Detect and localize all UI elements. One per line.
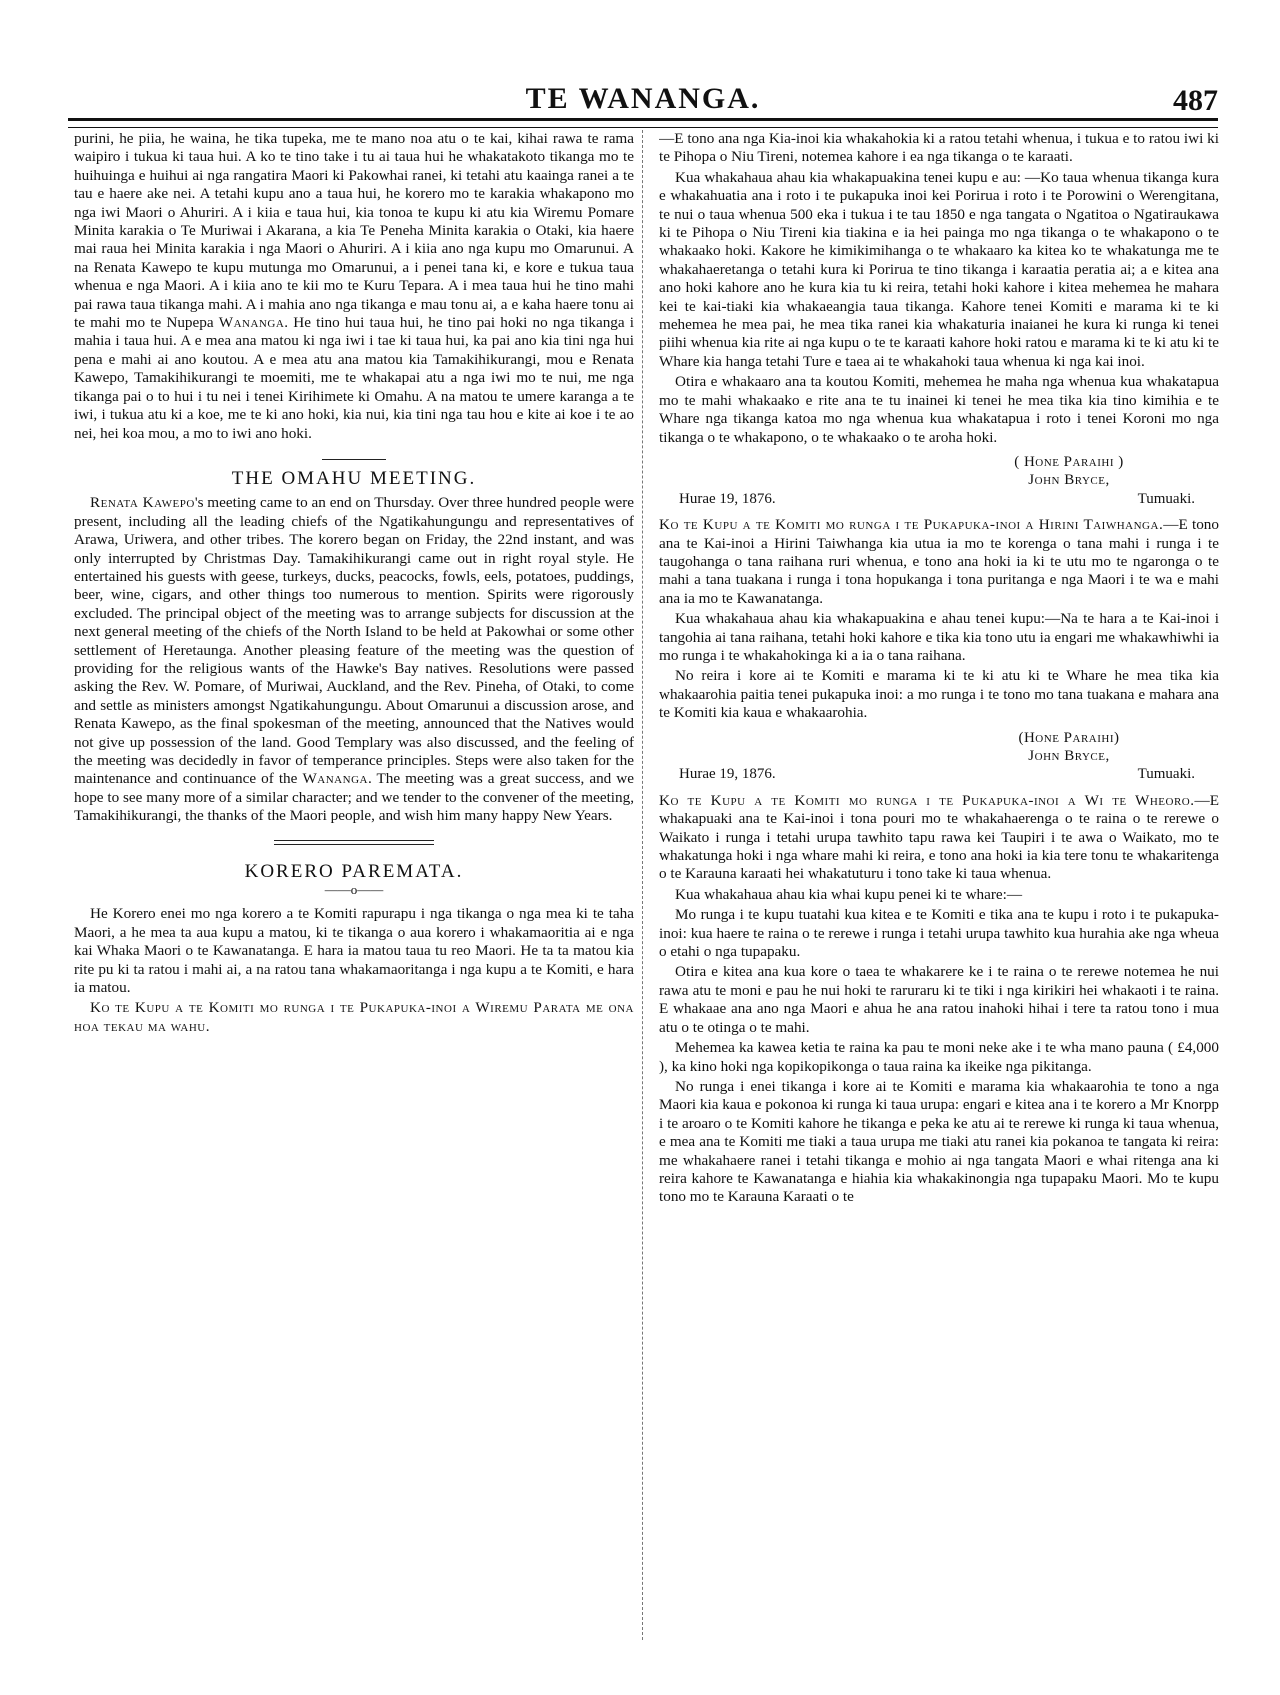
masthead <box>68 82 1218 116</box>
committee-conclusion-paragraph: No runga i enei tikanga i kore ai te Komiti e marama kia whakaarohia te tono a nga Maori kia kaua e pokonoa ki runga ki taua urupa: engari e kitea ana i te korero a Mr Knorpp i te aroaro o te Komiti kahore he tikanga e peka ke atu ai te rerewe ki runga ki taua whenua, e mea ana te Komiti me tiaki a taua urupa me tiaki atu ranei kia pokanoa te tangata ki reira: me whakahaere ranei i tetahi tikanga e mohio ai nga tangata Maori e whai ritenga ana ki reira kahore te Kawanatanga e hiahia kia whakakinongia nga tupapaku Maori. Mo te kupu tono mo te Karauna Karaati o te <box>659 1077 1219 1206</box>
railway-cost-paragraph: Otira e kitea ana kua kore o taea te whakarere ke i te raina o te rerewe notemea he nui rawa atu te moni e pau he nui hoki te raruraru ki te tiki i nga kirikiri hei whakaoti i te raina. E whakaae ana ano nga Maori e ahua he ana ratou inahoki hihai i tere ta ratou tono i mua atu o te otinga o te mahi. <box>659 963 1219 1036</box>
omahu-meeting-paragraph <box>74 494 634 825</box>
porirua-land-paragraph: Kua whakahaua ahau kia whakapuakina tenei kupu e au: —Ko taua whenua tikanga kura e whakahuatia ana i roto i te pukapuka inoi kei Porirua i roto i te Porowini o Werengitana, te nui o taua whenua 500 eka i tukua i te tau 1850 e nga tangata o Ngatitoa o Ngatiraukawa ki te Pihopa o Niu Tireni kia tiakina e ia hei painga mo nga tikanga o te whakapono o te whakaako hoki. Kakore he kimikimihanga o te whakaaro ka kitea ko te whakatunga me te whakahaeretanga o tetahi kura ki Porirua te tino tikanga i karaatia peratia ai; a e kitea ana ano hoki kahore ano he kura kia tu ki reira, tetahi hoki kahore i kitea mehemea he mahara kei te kai-tiaki kia whakaeangia taua tikanga. Kahore tenei Komiti e marama ki te ki mehemea he mea pai, he mea tika ranei kia whakaturia inaianei he kura ki runga ki tenei piihi whenua kia rite ai nga kupu o te te karaati kahore hoki ratou e marama ki te ki atu ki te Whare kia hanga tetahi Ture e taea ai te whakahoki taua whenua ki nga kai inoi. <box>659 168 1219 370</box>
paper-name: Wananga <box>302 770 368 788</box>
ornament-divider: ——o—— <box>324 882 384 898</box>
header-rule <box>68 118 1218 128</box>
signature-role: Tumuaki. <box>1137 766 1195 783</box>
page-number: 487 <box>1173 84 1218 117</box>
korero-intro-paragraph: He Korero enei mo nga korero a te Komiti rapurapu i nga tikanga o nga mea ki te taha Maori, a he mea ta aua kupu a matou, ki te tikanga o aua korero i whakamaoritia ai e nga kai Whaka Maori o te Kawanatanga. E hara ia matou taua tu reo Maori. He ta ta matou kia rite pu ki ta ratou i mahi ai, a na ratou tana whakamaoritanga i nga kupu a te Komiti, e hara ia matou. <box>74 905 634 997</box>
section-rule <box>322 459 386 460</box>
signature-maori-name: (Hone Paraihi) <box>1018 729 1120 746</box>
signature-role: Tumuaki. <box>1137 490 1195 507</box>
instruction-paragraph: Kua whakahaua ahau kia whai kupu penei ki te whare:— <box>675 885 1023 903</box>
hirini-taiwhanga-paragraph <box>659 516 1219 608</box>
newspaper-title: TE WANANGA. <box>525 82 761 115</box>
renata-kawepo-name: Renata Kawepo <box>90 494 195 512</box>
committee-opinion-paragraph: No reira i kore ai te Komiti e marama ki te ki atu ki te Whare he mea tika kia whakaarohia paitia tenei pukapuka inoi: a mo runga i te tono mo tana tuakana e mahara ana te Komiti kia kaua e whakaarohia. <box>659 667 1219 722</box>
signature-name: John Bryce, <box>1028 748 1110 764</box>
left-column <box>74 130 634 1645</box>
wi-te-wheoro-heading: Ko te Kupu a te Komiti mo runga i te Pukapuka-inoi a Wi te Wheoro. <box>659 791 1195 809</box>
maori-report-text-end: . He tino hui taua hui, he tino pai hoki no nga tikanga i mahia i taua hui. A e mea ana matou ki nga iwi i tae ki taua hui, ka pai ano kia tini nga hui pena e mahi ai ano koutou. A e mea atu ana matou kia Tamakihikurangi, mou e Renata Kawepo, Tamakihikurangi te moemiti, me te whakapai atu a nga iwi mo te nui, me nga tikanga pai o to hui i tu nei i tenei Kirihimete ki Omahu. A na matou te umere karanga a te iwi, i tukua atu ki a koe, me te ki ano hoki, kia nui, kia tini nga tau hou e kite ai koe i te ao nei, hei koa mou, a mo to iwi ano hoki. <box>74 314 634 442</box>
omahu-meeting-text: 's meeting came to an end on Thursday. Over three hundred people were present, including all the leading chiefs of the Ngatikahungungu and representatives of Arawa, Uriwera, and other tribes. The korero began on Friday, the 22nd instant, and was only interrupted by Christmas Day. Tamakihikurangi came out in right royal style. He entertained his guests with geese, turkeys, ducks, peacocks, fowls, eels, potatoes, puddings, beer, wine, cigars, and other things too numerous to mention. Spirits were rigorously excluded. The principal object of the meeting was to arrange subjects for discussion at the next general meeting of the chiefs of the North Island to be held at Pakowhai or some other settlement of Heretaunga. Another pleasing feature of the meeting was the question of providing for the religious wants of the Hawke's Bay natives. Resolutions were passed asking the Rev. W. Pomare, of Muriwai, Auckland, and the Rev. Pineha, of Otaki, to come and settle as ministers amongst Ngatikahungungu. About Omarunui a discussion arose, and Renata Kawepo, as the final spokesman of the meeting, announced that the Natives would not give up possession of the land. Good Templary was also discussed, and the feeling of the meeting was decidedly in favor of temperance principles. Steps were also taken for the maintenance and continuance of the <box>74 494 634 788</box>
wiremu-parata-heading: Ko te Kupu a te Komiti mo runga i te Pukapuka-inoi a Wiremu Parata me ona hoa tekau ma wahu. <box>74 999 634 1035</box>
right-column <box>659 130 1219 1645</box>
burial-ground-paragraph: Mo runga i te kupu tuatahi kua kitea e te Komiti e tika ana te kupu i roto i te pukapuka-inoi: kua haere te raina o te rerewe i runga i tetahi urupa tawhito kua hurahia ake nga wheua o etahi o nga tupapaku. <box>659 906 1219 961</box>
signature-block <box>659 453 1219 508</box>
omahu-meeting-text-end: . The meeting was a great success, and we hope to see many more of a similar character; and we tender to the convener of the meeting, Tamakihikurangi, the thanks of the Maori people, and wish him many happy New Years. <box>74 770 634 825</box>
korero-paremata-heading: KORERO PAREMATA. <box>244 860 464 882</box>
signature-date: Hurae 19, 1876. <box>679 490 776 507</box>
signature-name: John Bryce, <box>1028 472 1110 489</box>
hirini-taiwhanga-text: —E tono ana te Kai-inoi a Hirini Taiwhanga kia utua ia mo te korenga o tana mahi i runga i te taugohanga o tana raihana ruri whenua, e tono ana hoki ia ki te utu mo te ngaronga o te mahi a tana tuakana i runga i tona hopukanga i tona puritanga e nga Maori i te wa e mahi ana ia mo te Kawanatanga. <box>659 516 1219 607</box>
omahu-meeting-heading: THE OMAHU MEETING. <box>231 467 477 489</box>
licence-paragraph: Kua whakahaua ahau kia whakapuakina e ahau tenei kupu:—Na te hara a te Kai-inoi i tangohia ai tana raihana, tetahi hoki kahore e tika kia tono utu ia engari me whakawhiwhi ia mo runga i te whakahokinga ki a ia o tana raihana. <box>659 610 1219 664</box>
wi-te-wheoro-paragraph <box>659 792 1219 884</box>
signature-date: Hurae 19, 1876. <box>679 766 776 783</box>
diversion-cost-paragraph: Mehemea ka kawea ketia te raina ka pau te moni neke ake i te wha mano pauna ( £4,000 ), ka kino hoki nga kopikopikonga o taua raina ka ikeike nga pikitanga. <box>659 1039 1219 1075</box>
maori-report-text: purini, he piia, he waina, he tika tupeka, me te mano noa atu o te kai, kihai rawa te rama waipiro i tukua ki taua hui. A ko te tino take i tu ai taua hui he whakatakoto tikanga mo te huihuinga e huihui ai nga rangatira Maori ki Pakowhai ranei, ki tetahi atu kaainga ranei a te tau e haere ake nei. A tetahi kupu ano a taua hui, he korero mo te karakia whakapono mo nga iwi Maori o Ahuriri. A i kiia e taua hui, kia tonoa te kupu ki atu kia Wiremu Pomare Minita karakia o Te Muriwai i Akarana, a kia Te Peneha Minita karakia o Otaki, kia haere mai raua hei Minita karakia i nga Maori o Ahuriri. A i kiia ano nga kupu mo Omarunui. A na Renata Kawepo te kupu mutunga mo Omarunui, a i penei tana ki, e kore e tukua taua whenua e nga Maori. A i kiia ano te kii mo te Kuru Tepara. A i mea taua hui he tino mahi pai rawa taua tikanga mahi. A i mahia ano nga tikanga e mau tonu ai, a e kaha haere tonu ai te mahi mo te Nupepa <box>74 130 634 332</box>
paper-name: Wananga <box>218 314 285 332</box>
maori-report-paragraph <box>74 130 634 443</box>
column-divider <box>642 130 643 1640</box>
signature-maori-name: ( Hone Paraihi ) <box>1014 453 1124 470</box>
hirini-taiwhanga-heading: Ko te Kupu a te Komiti mo runga i te Pukapuka-inoi a Hirini Taiwhanga. <box>659 516 1164 534</box>
school-lands-paragraph: Otira e whakaaro ana ta koutou Komiti, mehemea he maha nga whenua kua whakatapua mo te mahi whakaako e rite ana te tu inainei ki tenei he mea tika kia tino kimihia e te Whare nga tikanga katoa mo nga whenua kua whakatapua i roto i tenei Koroni mo nga tikanga o te whakapono, o te whakaako o te aroha hoki. <box>659 373 1219 446</box>
section-double-rule <box>274 840 434 845</box>
wi-te-wheoro-text: —E whakapuaki ana te Kai-inoi i tona pouri mo te whakahaerenga o te raina o te rerewe o Waikato i runga i tetahi urupa tawhito tapu rawa kei Taupiri i te awa o Waikato, mo te whakatunga hoki i nga whare mahi ki reira, e tono ana hoki ia kia tere tonu te whakaritenga o te Karauna karaati hei whakatuturu i tono take ki taua whenua. <box>659 791 1219 883</box>
signature-block <box>659 729 1219 784</box>
parata-petition-paragraph: —E tono ana nga Kia-inoi kia whakahokia ki a ratou tetahi whenua, i tukua e to ratou iwi ki te Pihopa o Niu Tireni, notemea kahore i ea nga tikanga o te karaati. <box>659 130 1219 166</box>
